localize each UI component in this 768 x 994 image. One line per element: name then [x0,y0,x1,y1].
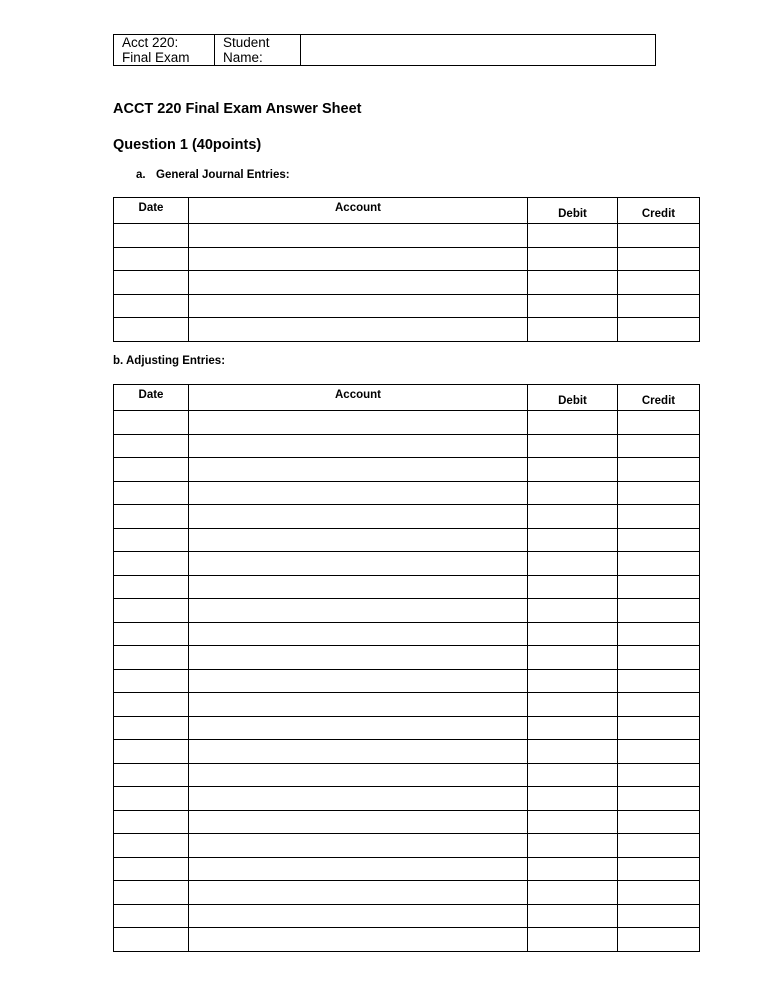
debit-cell[interactable] [528,787,618,811]
date-cell[interactable] [114,810,189,834]
general-journal-table [113,197,700,342]
account-cell[interactable] [189,928,528,952]
account-cell[interactable] [189,834,528,858]
debit-cell[interactable] [528,716,618,740]
credit-cell[interactable] [618,528,700,552]
debit-cell[interactable] [528,646,618,670]
account-cell[interactable] [189,810,528,834]
student-label-line-2: Name: [223,50,263,65]
table-row [114,669,700,693]
credit-cell[interactable] [618,904,700,928]
column-header-date: Date [114,385,189,411]
debit-cell[interactable] [528,294,618,318]
account-cell[interactable] [189,763,528,787]
account-cell[interactable] [189,318,528,342]
table-row [114,434,700,458]
credit-cell[interactable] [618,481,700,505]
debit-cell[interactable] [528,552,618,576]
table-row [114,763,700,787]
table-row [114,294,700,318]
date-cell[interactable] [114,716,189,740]
debit-cell[interactable] [528,904,618,928]
table-row [114,528,700,552]
date-cell[interactable] [114,904,189,928]
account-cell[interactable] [189,271,528,295]
credit-cell[interactable] [618,224,700,248]
date-cell[interactable] [114,669,189,693]
account-cell[interactable] [189,505,528,529]
table-header-row [114,385,700,411]
credit-cell[interactable] [618,434,700,458]
credit-cell[interactable] [618,763,700,787]
credit-cell[interactable] [618,622,700,646]
date-cell[interactable] [114,646,189,670]
debit-cell[interactable] [528,434,618,458]
date-cell[interactable] [114,881,189,905]
credit-cell[interactable] [618,669,700,693]
date-cell[interactable] [114,575,189,599]
date-cell[interactable] [114,787,189,811]
course-line-1: Acct 220: [122,35,179,50]
table-row [114,599,700,623]
debit-cell[interactable] [528,247,618,271]
table-row [114,904,700,928]
debit-cell[interactable] [528,318,618,342]
account-cell[interactable] [189,575,528,599]
credit-cell[interactable] [618,834,700,858]
section-a-letter: a. [136,169,146,181]
debit-cell[interactable] [528,763,618,787]
table-row [114,271,700,295]
table-row [114,481,700,505]
debit-cell[interactable] [528,505,618,529]
account-cell[interactable] [189,857,528,881]
credit-cell[interactable] [618,881,700,905]
date-cell[interactable] [114,599,189,623]
credit-cell[interactable] [618,716,700,740]
debit-cell[interactable] [528,528,618,552]
date-cell[interactable] [114,834,189,858]
credit-cell[interactable] [618,857,700,881]
table-row [114,247,700,271]
table-row [114,646,700,670]
credit-cell[interactable] [618,928,700,952]
debit-cell[interactable] [528,458,618,482]
adjusting-entries-table [113,384,700,952]
credit-cell[interactable] [618,247,700,271]
course-line-2: Final Exam [122,50,190,65]
debit-cell[interactable] [528,834,618,858]
column-header-credit: Credit [618,385,700,411]
credit-cell[interactable] [618,458,700,482]
account-cell[interactable] [189,528,528,552]
credit-cell[interactable] [618,294,700,318]
account-cell[interactable] [189,599,528,623]
debit-cell[interactable] [528,411,618,435]
account-cell[interactable] [189,904,528,928]
debit-cell[interactable] [528,271,618,295]
account-cell[interactable] [189,224,528,248]
table-row [114,928,700,952]
date-cell[interactable] [114,528,189,552]
account-cell[interactable] [189,434,528,458]
account-cell[interactable] [189,716,528,740]
credit-cell[interactable] [618,740,700,764]
table-row [114,224,700,248]
header-table [113,34,656,66]
credit-cell[interactable] [618,787,700,811]
account-cell[interactable] [189,294,528,318]
account-cell[interactable] [189,646,528,670]
account-cell[interactable] [189,622,528,646]
table-row [114,716,700,740]
date-cell[interactable] [114,294,189,318]
student-label-line-1: Student [223,35,270,50]
column-header-account: Account [189,385,528,411]
account-cell[interactable] [189,247,528,271]
account-cell[interactable] [189,740,528,764]
general-journal-rows [114,224,700,342]
debit-cell[interactable] [528,928,618,952]
account-cell[interactable] [189,481,528,505]
student-name-field[interactable] [301,35,655,65]
debit-cell[interactable] [528,622,618,646]
credit-cell[interactable] [618,575,700,599]
date-cell[interactable] [114,434,189,458]
debit-cell[interactable] [528,857,618,881]
table-row [114,740,700,764]
account-cell[interactable] [189,787,528,811]
date-cell[interactable] [114,857,189,881]
credit-cell[interactable] [618,271,700,295]
table-row [114,693,700,717]
date-cell[interactable] [114,247,189,271]
debit-cell[interactable] [528,810,618,834]
date-cell[interactable] [114,458,189,482]
student-label-cell [215,35,301,65]
table-row [114,881,700,905]
account-cell[interactable] [189,669,528,693]
date-cell[interactable] [114,411,189,435]
date-cell[interactable] [114,928,189,952]
account-cell[interactable] [189,693,528,717]
table-header-row [114,198,700,224]
debit-cell[interactable] [528,693,618,717]
date-cell[interactable] [114,481,189,505]
debit-cell[interactable] [528,740,618,764]
date-cell[interactable] [114,763,189,787]
account-cell[interactable] [189,552,528,576]
credit-cell[interactable] [618,505,700,529]
column-header-date: Date [114,198,189,224]
table-row [114,458,700,482]
table-row [114,810,700,834]
credit-cell[interactable] [618,646,700,670]
course-cell [114,35,215,65]
section-a-label: General Journal Entries: [156,169,290,181]
credit-cell[interactable] [618,552,700,576]
date-cell[interactable] [114,318,189,342]
adjusting-entries-rows [114,411,700,952]
table-row [114,787,700,811]
question-title: Question 1 (40points) [113,137,262,153]
table-row [114,411,700,435]
debit-cell[interactable] [528,224,618,248]
page-title: ACCT 220 Final Exam Answer Sheet [113,101,362,117]
date-cell[interactable] [114,505,189,529]
debit-cell[interactable] [528,669,618,693]
debit-cell[interactable] [528,481,618,505]
table-row [114,318,700,342]
column-header-debit: Debit [528,385,618,411]
table-row [114,505,700,529]
account-cell[interactable] [189,458,528,482]
credit-cell[interactable] [618,599,700,623]
debit-cell[interactable] [528,881,618,905]
credit-cell[interactable] [618,318,700,342]
table-row [114,575,700,599]
table-row [114,834,700,858]
date-cell[interactable] [114,271,189,295]
debit-cell[interactable] [528,575,618,599]
column-header-account: Account [189,198,528,224]
section-b-heading: b. Adjusting Entries: [113,355,226,367]
date-cell[interactable] [114,622,189,646]
table-row [114,857,700,881]
column-header-debit: Debit [528,198,618,224]
table-row [114,552,700,576]
account-cell[interactable] [189,881,528,905]
section-a-heading [136,169,290,181]
credit-cell[interactable] [618,693,700,717]
date-cell[interactable] [114,693,189,717]
credit-cell[interactable] [618,810,700,834]
column-header-credit: Credit [618,198,700,224]
date-cell[interactable] [114,224,189,248]
date-cell[interactable] [114,552,189,576]
table-row [114,622,700,646]
account-cell[interactable] [189,411,528,435]
debit-cell[interactable] [528,599,618,623]
credit-cell[interactable] [618,411,700,435]
date-cell[interactable] [114,740,189,764]
